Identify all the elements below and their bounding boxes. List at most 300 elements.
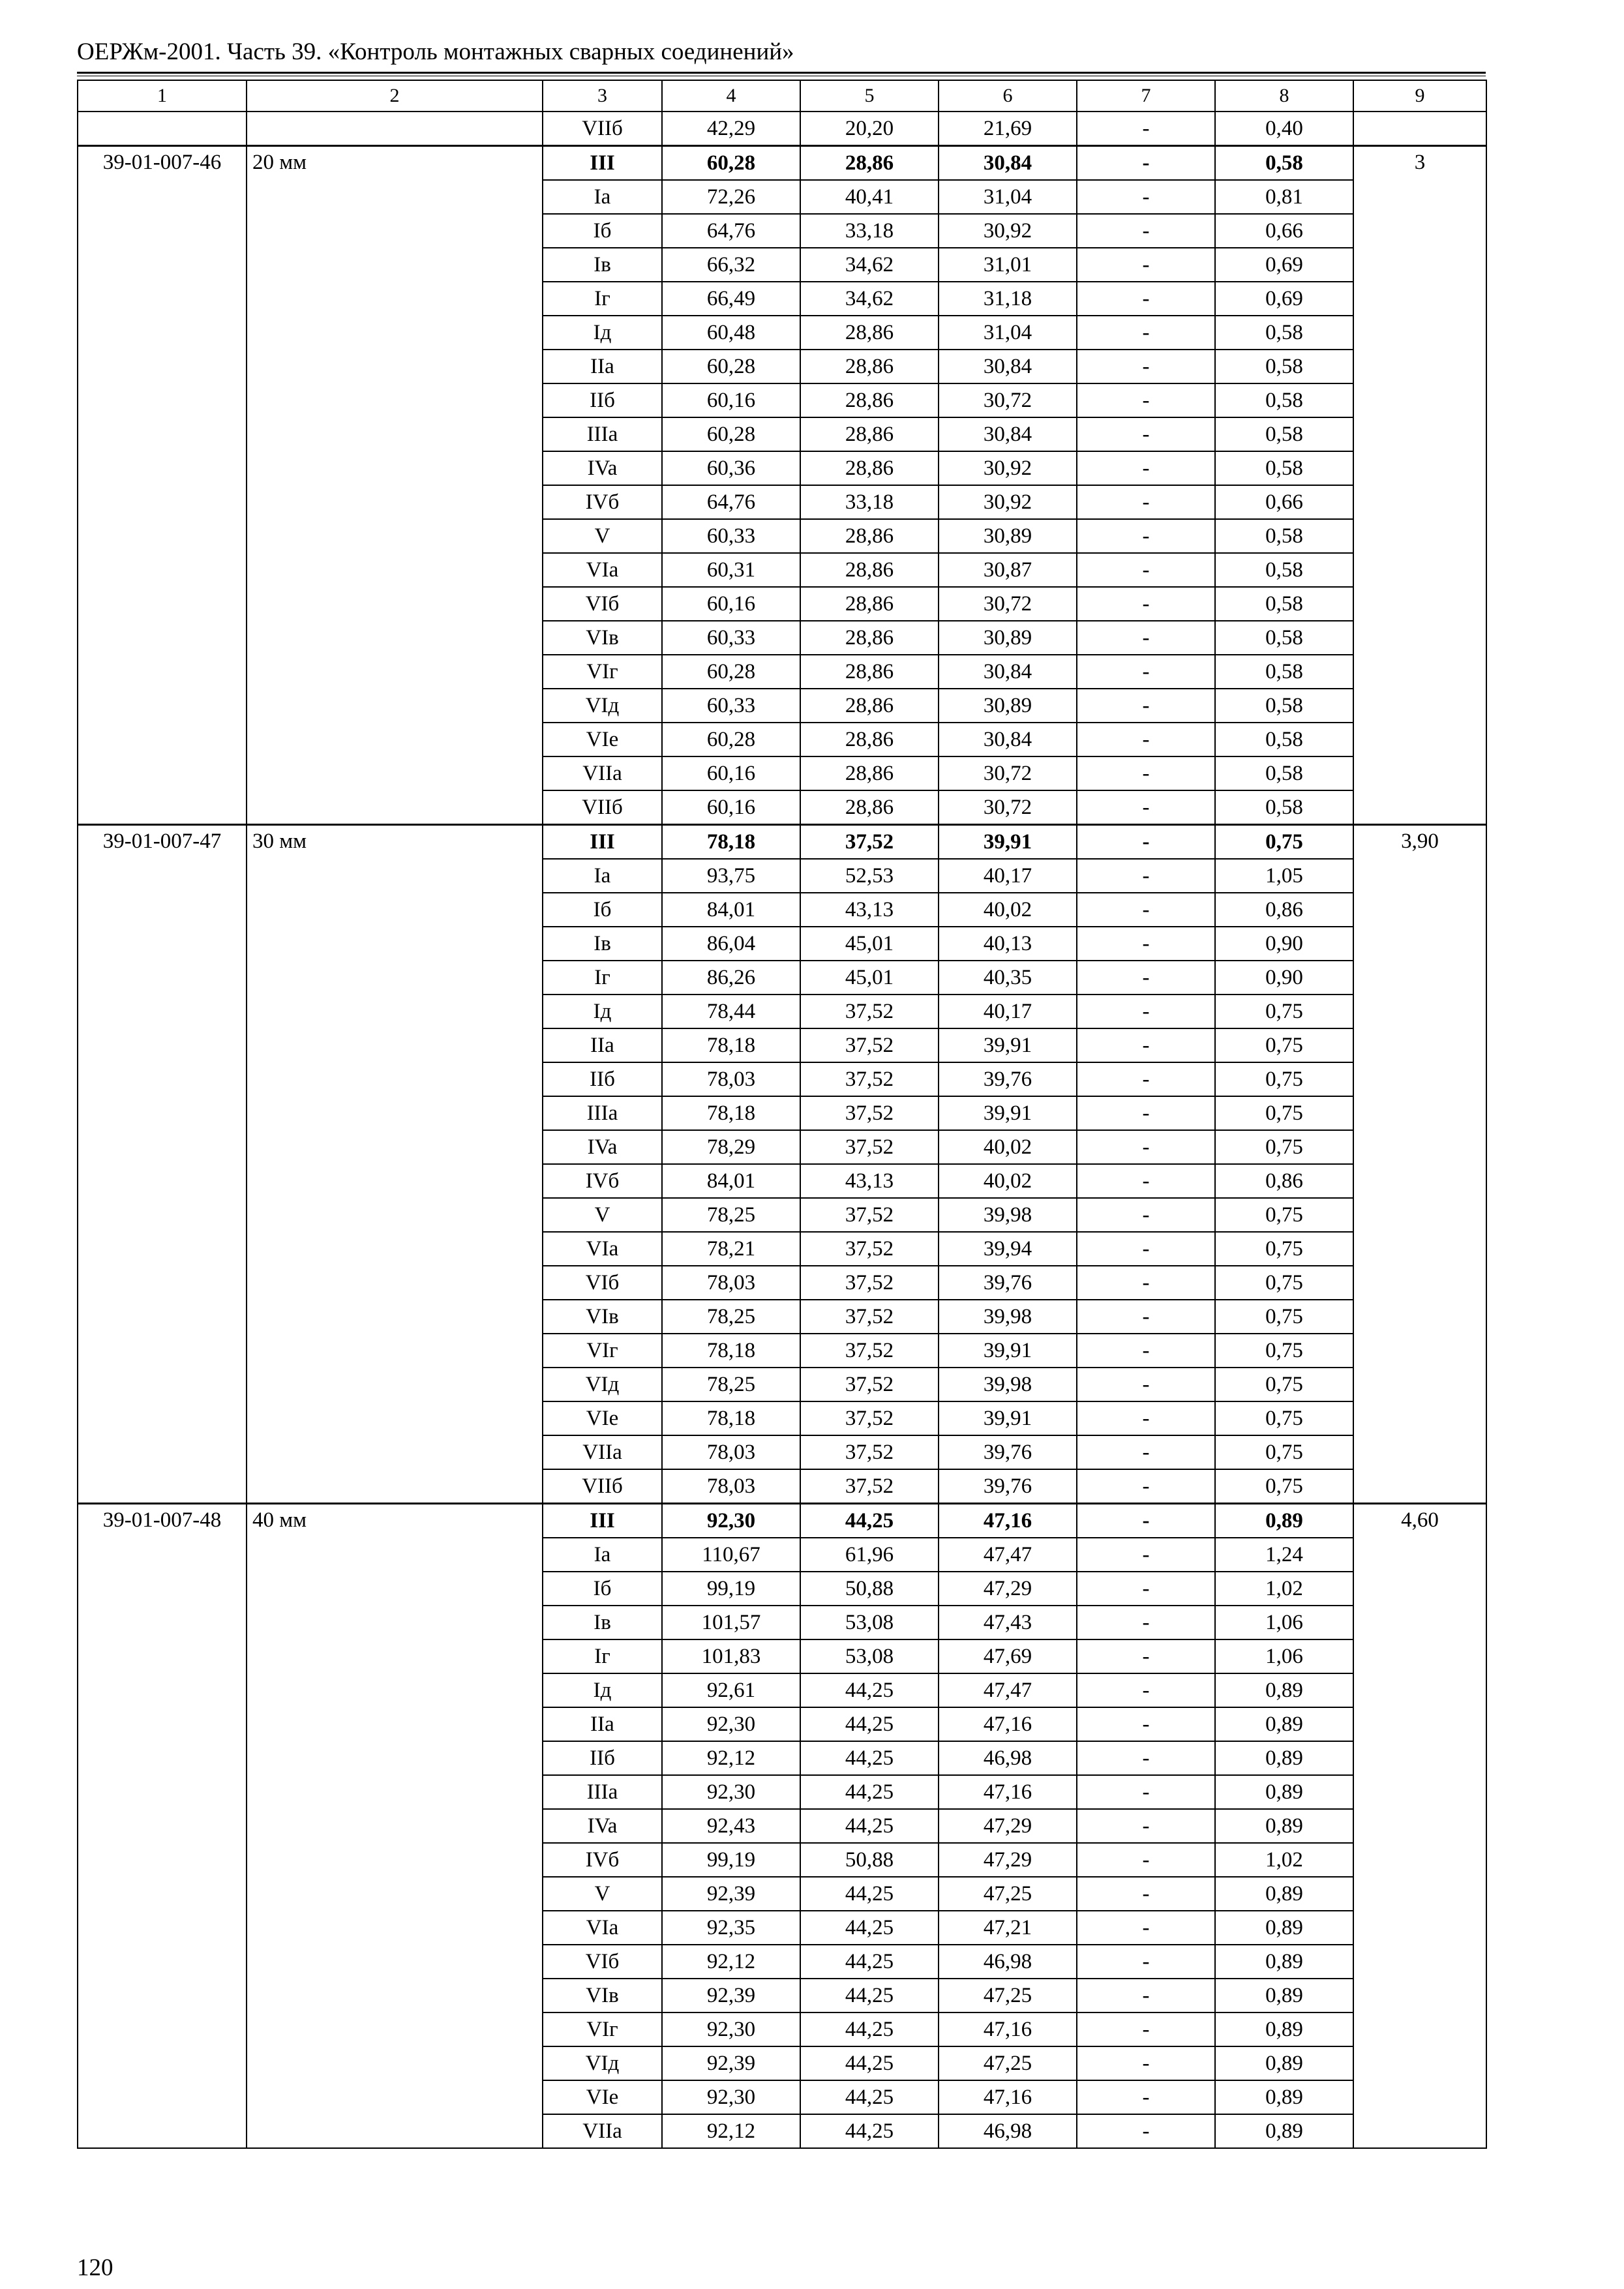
column-number: 5	[800, 80, 939, 112]
value-cell: 40,13	[939, 927, 1077, 961]
value-cell: -	[1077, 282, 1215, 316]
column-number: 1	[78, 80, 247, 112]
value-cell: 44,25	[800, 1504, 939, 1538]
value-cell: 61,96	[800, 1538, 939, 1572]
value-cell: 60,16	[662, 756, 800, 790]
value-cell: 0,75	[1215, 1198, 1353, 1232]
value-cell: 37,52	[800, 1401, 939, 1435]
value-cell: 0,66	[1215, 214, 1353, 248]
category-cell: VIa	[543, 1232, 662, 1266]
value-cell: 0,75	[1215, 995, 1353, 1028]
value-cell: 0,89	[1215, 2114, 1353, 2148]
value-cell: -	[1077, 214, 1215, 248]
category-cell: VIб	[543, 1945, 662, 1979]
value-cell: -	[1077, 1741, 1215, 1775]
category-cell: IIIa	[543, 1775, 662, 1809]
value-cell: 37,52	[800, 1334, 939, 1368]
value-cell: 78,25	[662, 1300, 800, 1334]
category-cell: V	[543, 519, 662, 553]
value-cell: 0,89	[1215, 1945, 1353, 1979]
code-cell	[78, 112, 247, 146]
value-cell: 84,01	[662, 1164, 800, 1198]
column-number: 6	[939, 80, 1077, 112]
value-cell: 37,52	[800, 1198, 939, 1232]
value-cell: 93,75	[662, 859, 800, 893]
value-cell: 28,86	[800, 587, 939, 621]
value-cell: 30,84	[939, 146, 1077, 181]
value-cell: 84,01	[662, 893, 800, 927]
value-cell: -	[1077, 2046, 1215, 2080]
category-cell: VIa	[543, 1911, 662, 1945]
value-cell: 0,89	[1215, 1877, 1353, 1911]
value-cell: 30,84	[939, 350, 1077, 383]
value-cell: 47,16	[939, 2080, 1077, 2114]
category-cell: Iг	[543, 282, 662, 316]
category-cell: IIб	[543, 1741, 662, 1775]
value-cell: 47,25	[939, 1979, 1077, 2012]
value-cell: 92,30	[662, 1707, 800, 1741]
value-cell: 92,12	[662, 1945, 800, 1979]
category-cell: IVa	[543, 1130, 662, 1164]
value-cell: 43,13	[800, 893, 939, 927]
category-cell: Iб	[543, 214, 662, 248]
value-cell: 0,75	[1215, 1130, 1353, 1164]
category-cell: Ia	[543, 1538, 662, 1572]
value-cell: 46,98	[939, 1741, 1077, 1775]
value-cell: 44,25	[800, 1673, 939, 1707]
value-cell: 47,25	[939, 2046, 1077, 2080]
value-cell: 60,28	[662, 417, 800, 451]
value-cell: 0,86	[1215, 893, 1353, 927]
value-cell: 30,89	[939, 621, 1077, 655]
value-cell: 28,86	[800, 146, 939, 181]
value-cell: 0,89	[1215, 1741, 1353, 1775]
value-cell: 92,61	[662, 1673, 800, 1707]
value-cell: -	[1077, 655, 1215, 689]
value-cell: -	[1077, 723, 1215, 756]
value-cell: 0,89	[1215, 2080, 1353, 2114]
value-cell: 53,08	[800, 1606, 939, 1639]
category-cell: Iв	[543, 248, 662, 282]
value-cell: 47,69	[939, 1639, 1077, 1673]
value-cell: 40,02	[939, 893, 1077, 927]
value-cell: 78,25	[662, 1198, 800, 1232]
category-cell: VIe	[543, 1401, 662, 1435]
value-cell: 47,25	[939, 1877, 1077, 1911]
category-cell: VIб	[543, 1266, 662, 1300]
value-cell: 28,86	[800, 316, 939, 350]
value-cell: 66,32	[662, 248, 800, 282]
value-cell: -	[1077, 1130, 1215, 1164]
value-cell: 92,39	[662, 1979, 800, 2012]
continuation-row	[78, 112, 1486, 146]
value-cell: 28,86	[800, 723, 939, 756]
value-cell: 40,02	[939, 1130, 1077, 1164]
value-cell: 0,58	[1215, 587, 1353, 621]
value-cell: -	[1077, 1368, 1215, 1401]
value-cell: -	[1077, 790, 1215, 825]
value-cell: 60,16	[662, 587, 800, 621]
value-cell: 47,16	[939, 1707, 1077, 1741]
value-cell: 37,52	[800, 825, 939, 860]
column-number: 4	[662, 80, 800, 112]
coef-cell: 4,60	[1353, 1504, 1486, 2149]
category-cell: VIa	[543, 553, 662, 587]
value-cell: -	[1077, 1232, 1215, 1266]
column-number: 2	[247, 80, 543, 112]
value-cell: 92,30	[662, 2080, 800, 2114]
value-cell: 50,88	[800, 1572, 939, 1606]
value-cell: 60,33	[662, 689, 800, 723]
value-cell: 31,18	[939, 282, 1077, 316]
value-cell: 60,16	[662, 383, 800, 417]
value-cell: 110,67	[662, 1538, 800, 1572]
value-cell: 0,89	[1215, 2046, 1353, 2080]
category-cell: VIб	[543, 587, 662, 621]
value-cell: 0,90	[1215, 927, 1353, 961]
value-cell: 39,91	[939, 1028, 1077, 1062]
value-cell: 0,58	[1215, 451, 1353, 485]
thickness-cell: 30 мм	[247, 825, 543, 1504]
value-cell: 60,28	[662, 350, 800, 383]
value-cell: 31,01	[939, 248, 1077, 282]
category-cell: Iг	[543, 961, 662, 995]
value-cell: 60,48	[662, 316, 800, 350]
value-cell: 28,86	[800, 655, 939, 689]
value-cell: 0,89	[1215, 1707, 1353, 1741]
category-cell: IIIa	[543, 1096, 662, 1130]
value-cell: 33,18	[800, 485, 939, 519]
value-cell: -	[1077, 1911, 1215, 1945]
value-cell: 0,58	[1215, 350, 1353, 383]
value-cell: 92,30	[662, 2012, 800, 2046]
column-number: 3	[543, 80, 662, 112]
value-cell: 0,58	[1215, 383, 1353, 417]
category-cell: V	[543, 1877, 662, 1911]
category-cell: Iв	[543, 1606, 662, 1639]
thickness-cell	[247, 112, 543, 146]
thickness-cell: 40 мм	[247, 1504, 543, 2149]
value-cell: -	[1077, 1164, 1215, 1198]
value-cell: 40,35	[939, 961, 1077, 995]
value-cell: -	[1077, 859, 1215, 893]
value-cell: 28,86	[800, 621, 939, 655]
value-cell: 0,58	[1215, 553, 1353, 587]
value-cell: -	[1077, 1639, 1215, 1673]
value-cell: 64,76	[662, 485, 800, 519]
category-cell: Ia	[543, 180, 662, 214]
category-cell: VIг	[543, 655, 662, 689]
value-cell: 78,29	[662, 1130, 800, 1164]
value-cell: 40,02	[939, 1164, 1077, 1198]
value-cell: 60,28	[662, 146, 800, 181]
value-cell: -	[1077, 689, 1215, 723]
rates-table	[77, 80, 1487, 2149]
value-cell: -	[1077, 1062, 1215, 1096]
value-cell: 1,02	[1215, 1572, 1353, 1606]
value-cell: 44,25	[800, 1911, 939, 1945]
category-cell: III	[543, 146, 662, 181]
value-cell: 39,76	[939, 1062, 1077, 1096]
value-cell: 78,18	[662, 1401, 800, 1435]
value-cell: -	[1077, 1707, 1215, 1741]
coef-cell	[1353, 112, 1486, 146]
value-cell: -	[1077, 1673, 1215, 1707]
value-cell: -	[1077, 1469, 1215, 1504]
value-cell: 60,36	[662, 451, 800, 485]
value-cell: 99,19	[662, 1843, 800, 1877]
value-cell: 31,04	[939, 316, 1077, 350]
value-cell: 0,75	[1215, 1028, 1353, 1062]
category-cell: Iг	[543, 1639, 662, 1673]
category-cell: III	[543, 825, 662, 860]
value-cell: 30,89	[939, 519, 1077, 553]
category-cell: IIa	[543, 350, 662, 383]
table-body	[78, 80, 1486, 2148]
value-cell: 0,89	[1215, 2012, 1353, 2046]
value-cell: 0,75	[1215, 1368, 1353, 1401]
value-cell: 45,01	[800, 961, 939, 995]
value-cell: 0,75	[1215, 1062, 1353, 1096]
value-cell: 28,86	[800, 417, 939, 451]
category-cell: VIIa	[543, 756, 662, 790]
value-cell: -	[1077, 1775, 1215, 1809]
value-cell: 0,89	[1215, 1979, 1353, 2012]
value-cell: 47,21	[939, 1911, 1077, 1945]
value-cell: 37,52	[800, 1266, 939, 1300]
value-cell: -	[1077, 893, 1215, 927]
value-cell: -	[1077, 621, 1215, 655]
value-cell: 60,33	[662, 621, 800, 655]
value-cell: -	[1077, 1266, 1215, 1300]
category-cell: VIг	[543, 2012, 662, 2046]
value-cell: 47,16	[939, 1775, 1077, 1809]
value-cell: 44,25	[800, 2080, 939, 2114]
value-cell: -	[1077, 1504, 1215, 1538]
value-cell: -	[1077, 248, 1215, 282]
value-cell: 101,57	[662, 1606, 800, 1639]
value-cell: 86,04	[662, 927, 800, 961]
value-cell: 86,26	[662, 961, 800, 995]
value-cell: 47,16	[939, 2012, 1077, 2046]
value-cell: 39,91	[939, 1096, 1077, 1130]
value-cell: -	[1077, 2080, 1215, 2114]
value-cell: 30,92	[939, 485, 1077, 519]
value-cell: 30,84	[939, 655, 1077, 689]
value-cell: 30,72	[939, 790, 1077, 825]
thickness-cell: 20 мм	[247, 146, 543, 825]
category-cell: VIIa	[543, 2114, 662, 2148]
value-cell: 1,05	[1215, 859, 1353, 893]
value-cell: 37,52	[800, 1130, 939, 1164]
value-cell: 40,41	[800, 180, 939, 214]
value-cell: 39,76	[939, 1435, 1077, 1469]
value-cell: 45,01	[800, 927, 939, 961]
value-cell: 0,89	[1215, 1809, 1353, 1843]
value-cell: 28,86	[800, 350, 939, 383]
value-cell: -	[1077, 1945, 1215, 1979]
table-row	[78, 825, 1486, 860]
value-cell: -	[1077, 1538, 1215, 1572]
value-cell: 78,18	[662, 1096, 800, 1130]
value-cell: 37,52	[800, 1300, 939, 1334]
value-cell: 78,03	[662, 1435, 800, 1469]
coef-cell: 3	[1353, 146, 1486, 825]
category-cell: VIIб	[543, 1469, 662, 1504]
value-cell: -	[1077, 1606, 1215, 1639]
value-cell: 30,89	[939, 689, 1077, 723]
category-cell: VIг	[543, 1334, 662, 1368]
value-cell: -	[1077, 553, 1215, 587]
value-cell: 20,20	[800, 112, 939, 146]
value-cell: 0,66	[1215, 485, 1353, 519]
category-cell: IIб	[543, 383, 662, 417]
header-rule-thick	[77, 72, 1486, 74]
value-cell: 52,53	[800, 859, 939, 893]
value-cell: 42,29	[662, 112, 800, 146]
value-cell: -	[1077, 927, 1215, 961]
category-cell: VIIa	[543, 1435, 662, 1469]
value-cell: 47,16	[939, 1504, 1077, 1538]
value-cell: 33,18	[800, 214, 939, 248]
value-cell: 60,33	[662, 519, 800, 553]
category-cell: VIв	[543, 1979, 662, 2012]
value-cell: -	[1077, 316, 1215, 350]
table-row	[78, 1504, 1486, 1538]
value-cell: 47,43	[939, 1606, 1077, 1639]
value-cell: 0,75	[1215, 825, 1353, 860]
value-cell: 47,47	[939, 1673, 1077, 1707]
category-cell: V	[543, 1198, 662, 1232]
value-cell: 66,49	[662, 282, 800, 316]
category-cell: Ia	[543, 859, 662, 893]
column-number: 7	[1077, 80, 1215, 112]
value-cell: 60,31	[662, 553, 800, 587]
value-cell: 28,86	[800, 689, 939, 723]
value-cell: 101,83	[662, 1639, 800, 1673]
value-cell: -	[1077, 417, 1215, 451]
value-cell: 0,75	[1215, 1435, 1353, 1469]
value-cell: -	[1077, 2114, 1215, 2148]
value-cell: 0,75	[1215, 1469, 1353, 1504]
value-cell: -	[1077, 112, 1215, 146]
value-cell: 0,75	[1215, 1096, 1353, 1130]
category-cell: VIe	[543, 723, 662, 756]
column-number: 8	[1215, 80, 1353, 112]
value-cell: -	[1077, 146, 1215, 181]
value-cell: -	[1077, 1979, 1215, 2012]
value-cell: 0,75	[1215, 1401, 1353, 1435]
value-cell: 92,30	[662, 1504, 800, 1538]
value-cell: 92,39	[662, 1877, 800, 1911]
value-cell: 1,02	[1215, 1843, 1353, 1877]
value-cell: 28,86	[800, 790, 939, 825]
value-cell: -	[1077, 1572, 1215, 1606]
value-cell: 0,75	[1215, 1300, 1353, 1334]
value-cell: 0,89	[1215, 1673, 1353, 1707]
value-cell: 37,52	[800, 1368, 939, 1401]
value-cell: 28,86	[800, 519, 939, 553]
value-cell: 92,43	[662, 1809, 800, 1843]
value-cell: -	[1077, 383, 1215, 417]
value-cell: -	[1077, 1300, 1215, 1334]
value-cell: 21,69	[939, 112, 1077, 146]
value-cell: 37,52	[800, 1028, 939, 1062]
value-cell: -	[1077, 1435, 1215, 1469]
value-cell: 0,89	[1215, 1504, 1353, 1538]
value-cell: -	[1077, 519, 1215, 553]
category-cell: IVб	[543, 485, 662, 519]
value-cell: -	[1077, 451, 1215, 485]
value-cell: 0,40	[1215, 112, 1353, 146]
value-cell: 50,88	[800, 1843, 939, 1877]
value-cell: 39,91	[939, 1401, 1077, 1435]
value-cell: 78,18	[662, 1334, 800, 1368]
value-cell: 30,72	[939, 587, 1077, 621]
value-cell: 39,94	[939, 1232, 1077, 1266]
category-cell: IIб	[543, 1062, 662, 1096]
value-cell: 1,06	[1215, 1606, 1353, 1639]
value-cell: 43,13	[800, 1164, 939, 1198]
value-cell: 0,58	[1215, 519, 1353, 553]
category-cell: IIIa	[543, 417, 662, 451]
value-cell: 47,47	[939, 1538, 1077, 1572]
value-cell: 31,04	[939, 180, 1077, 214]
value-cell: 0,89	[1215, 1775, 1353, 1809]
value-cell: 0,89	[1215, 1911, 1353, 1945]
value-cell: 0,58	[1215, 655, 1353, 689]
value-cell: -	[1077, 1334, 1215, 1368]
value-cell: 0,75	[1215, 1266, 1353, 1300]
value-cell: 92,39	[662, 2046, 800, 2080]
value-cell: 46,98	[939, 1945, 1077, 1979]
value-cell: 39,98	[939, 1300, 1077, 1334]
value-cell: 37,52	[800, 1435, 939, 1469]
value-cell: 0,58	[1215, 146, 1353, 181]
category-cell: Iб	[543, 1572, 662, 1606]
code-cell: 39-01-007-48	[78, 1504, 247, 2149]
value-cell: -	[1077, 1028, 1215, 1062]
value-cell: 92,12	[662, 2114, 800, 2148]
value-cell: 78,44	[662, 995, 800, 1028]
category-cell: VIIб	[543, 112, 662, 146]
value-cell: 28,86	[800, 553, 939, 587]
value-cell: 34,62	[800, 248, 939, 282]
value-cell: 30,72	[939, 383, 1077, 417]
value-cell: 37,52	[800, 1096, 939, 1130]
category-cell: Iв	[543, 927, 662, 961]
value-cell: 0,75	[1215, 1334, 1353, 1368]
value-cell: 39,91	[939, 1334, 1077, 1368]
value-cell: 44,25	[800, 1775, 939, 1809]
value-cell: -	[1077, 1843, 1215, 1877]
value-cell: 0,58	[1215, 621, 1353, 655]
value-cell: 92,30	[662, 1775, 800, 1809]
value-cell: 34,62	[800, 282, 939, 316]
value-cell: 60,28	[662, 655, 800, 689]
value-cell: 44,25	[800, 1741, 939, 1775]
value-cell: 78,25	[662, 1368, 800, 1401]
value-cell: -	[1077, 1096, 1215, 1130]
value-cell: 99,19	[662, 1572, 800, 1606]
category-cell: VIд	[543, 1368, 662, 1401]
category-cell: VIIб	[543, 790, 662, 825]
code-cell: 39-01-007-46	[78, 146, 247, 825]
value-cell: -	[1077, 587, 1215, 621]
coef-cell: 3,90	[1353, 825, 1486, 1504]
value-cell: 44,25	[800, 1809, 939, 1843]
value-cell: -	[1077, 961, 1215, 995]
